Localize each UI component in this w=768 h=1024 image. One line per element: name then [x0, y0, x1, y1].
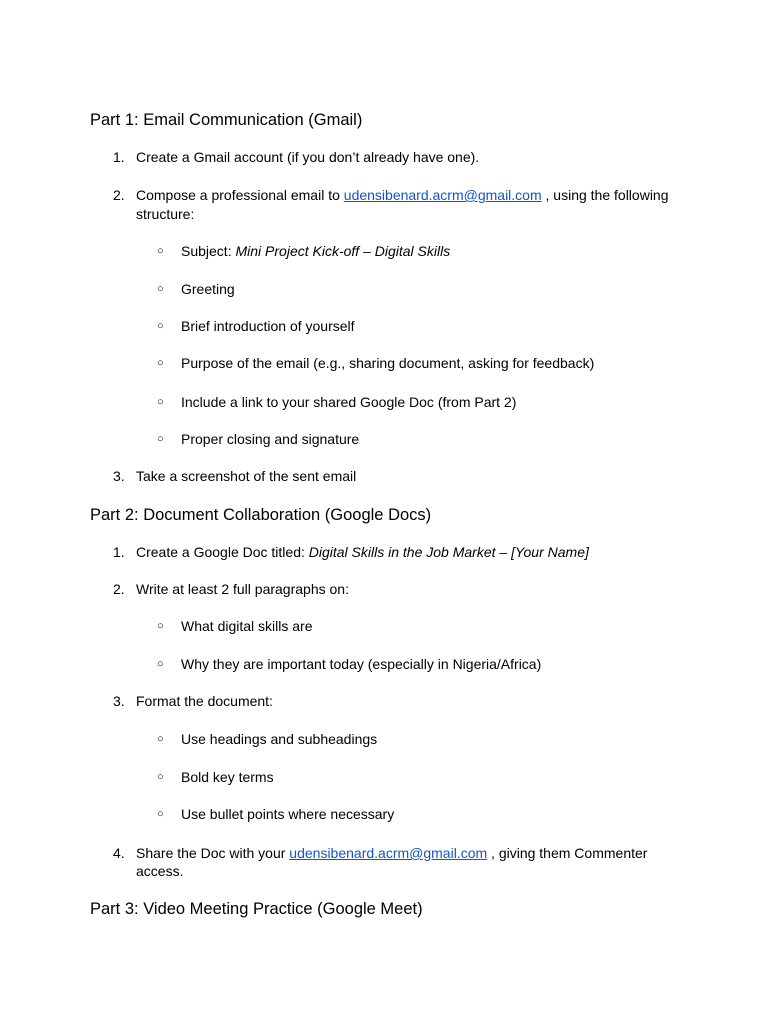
sub-item-link-doc: Include a link to your shared Google Doc (from Part 2)	[181, 394, 517, 410]
part3-heading: Part 3: Video Meeting Practice (Google Meet)	[90, 900, 423, 918]
bullet-icon: ○	[157, 733, 164, 745]
sub-item-intro: Brief introduction of yourself	[181, 318, 355, 334]
part2-item4-text-after: , giving them Commenter	[487, 845, 648, 861]
part2-item4-text	[136, 844, 647, 862]
part1-item2-text-after: , using the following	[541, 187, 669, 203]
bullet-icon: ○	[157, 320, 164, 332]
part1-item1-text: Create a Gmail account (if you don’t already have one).	[136, 149, 480, 165]
bullet-icon: ○	[157, 808, 164, 820]
part2-item2-text: Write at least 2 full paragraphs on:	[136, 581, 349, 597]
part1-item3-number: 3.	[113, 468, 125, 484]
doc-title: Digital Skills in the Job Market – [Your Name]	[308, 544, 589, 560]
email-link[interactable]: udensibenard.acrm@gmail.com	[343, 187, 542, 203]
bullet-icon: ○	[157, 658, 164, 670]
sub-item-purpose: Purpose of the email (e.g., sharing document, asking for feedback)	[181, 355, 595, 371]
part1-item2-text-before: Compose a professional email to	[136, 187, 344, 203]
part2-item1-text	[136, 543, 589, 561]
sub-item-bold: Bold key terms	[181, 769, 274, 785]
part2-item4-text-line2: access.	[136, 863, 184, 879]
part2-item4-number: 4.	[113, 845, 125, 861]
part1-item2-text	[136, 186, 669, 204]
part1-item3-text: Take a screenshot of the sent email	[136, 468, 357, 484]
sub-item-closing: Proper closing and signature	[181, 431, 360, 447]
bullet-icon: ○	[157, 771, 164, 783]
email-link[interactable]: udensibenard.acrm@gmail.com	[289, 845, 488, 861]
bullet-icon: ○	[157, 396, 164, 408]
subject-label: Subject:	[181, 243, 236, 259]
bullet-icon: ○	[157, 357, 164, 369]
part2-item3-number: 3.	[113, 693, 125, 709]
part1-item1-number: 1.	[113, 149, 125, 165]
part2-item3-text: Format the document:	[136, 693, 273, 709]
part2-item4-text-before: Share the Doc with your	[136, 845, 290, 861]
part2-item1-number: 1.	[113, 544, 125, 560]
sub-item-headings: Use headings and subheadings	[181, 731, 378, 747]
bullet-icon: ○	[157, 620, 164, 632]
bullet-icon: ○	[157, 433, 164, 445]
subject-value: Mini Project Kick-off – Digital Skills	[235, 243, 451, 259]
sub-item-what: What digital skills are	[181, 618, 313, 634]
part2-heading: Part 2: Document Collaboration (Google Docs)	[90, 506, 432, 524]
bullet-icon: ○	[157, 283, 164, 295]
sub-item-subject	[181, 242, 450, 260]
part1-item2-number: 2.	[113, 187, 125, 203]
sub-item-bullets: Use bullet points where necessary	[181, 806, 395, 822]
part1-item2-text-line2: structure:	[136, 206, 195, 222]
sub-item-greeting: Greeting	[181, 281, 235, 297]
part2-item1-text-before: Create a Google Doc titled:	[136, 544, 309, 560]
part2-item2-number: 2.	[113, 581, 125, 597]
part1-heading: Part 1: Email Communication (Gmail)	[90, 111, 363, 129]
sub-item-why: Why they are important today (especially in Nigeria/Africa)	[181, 656, 542, 672]
bullet-icon: ○	[157, 245, 164, 257]
